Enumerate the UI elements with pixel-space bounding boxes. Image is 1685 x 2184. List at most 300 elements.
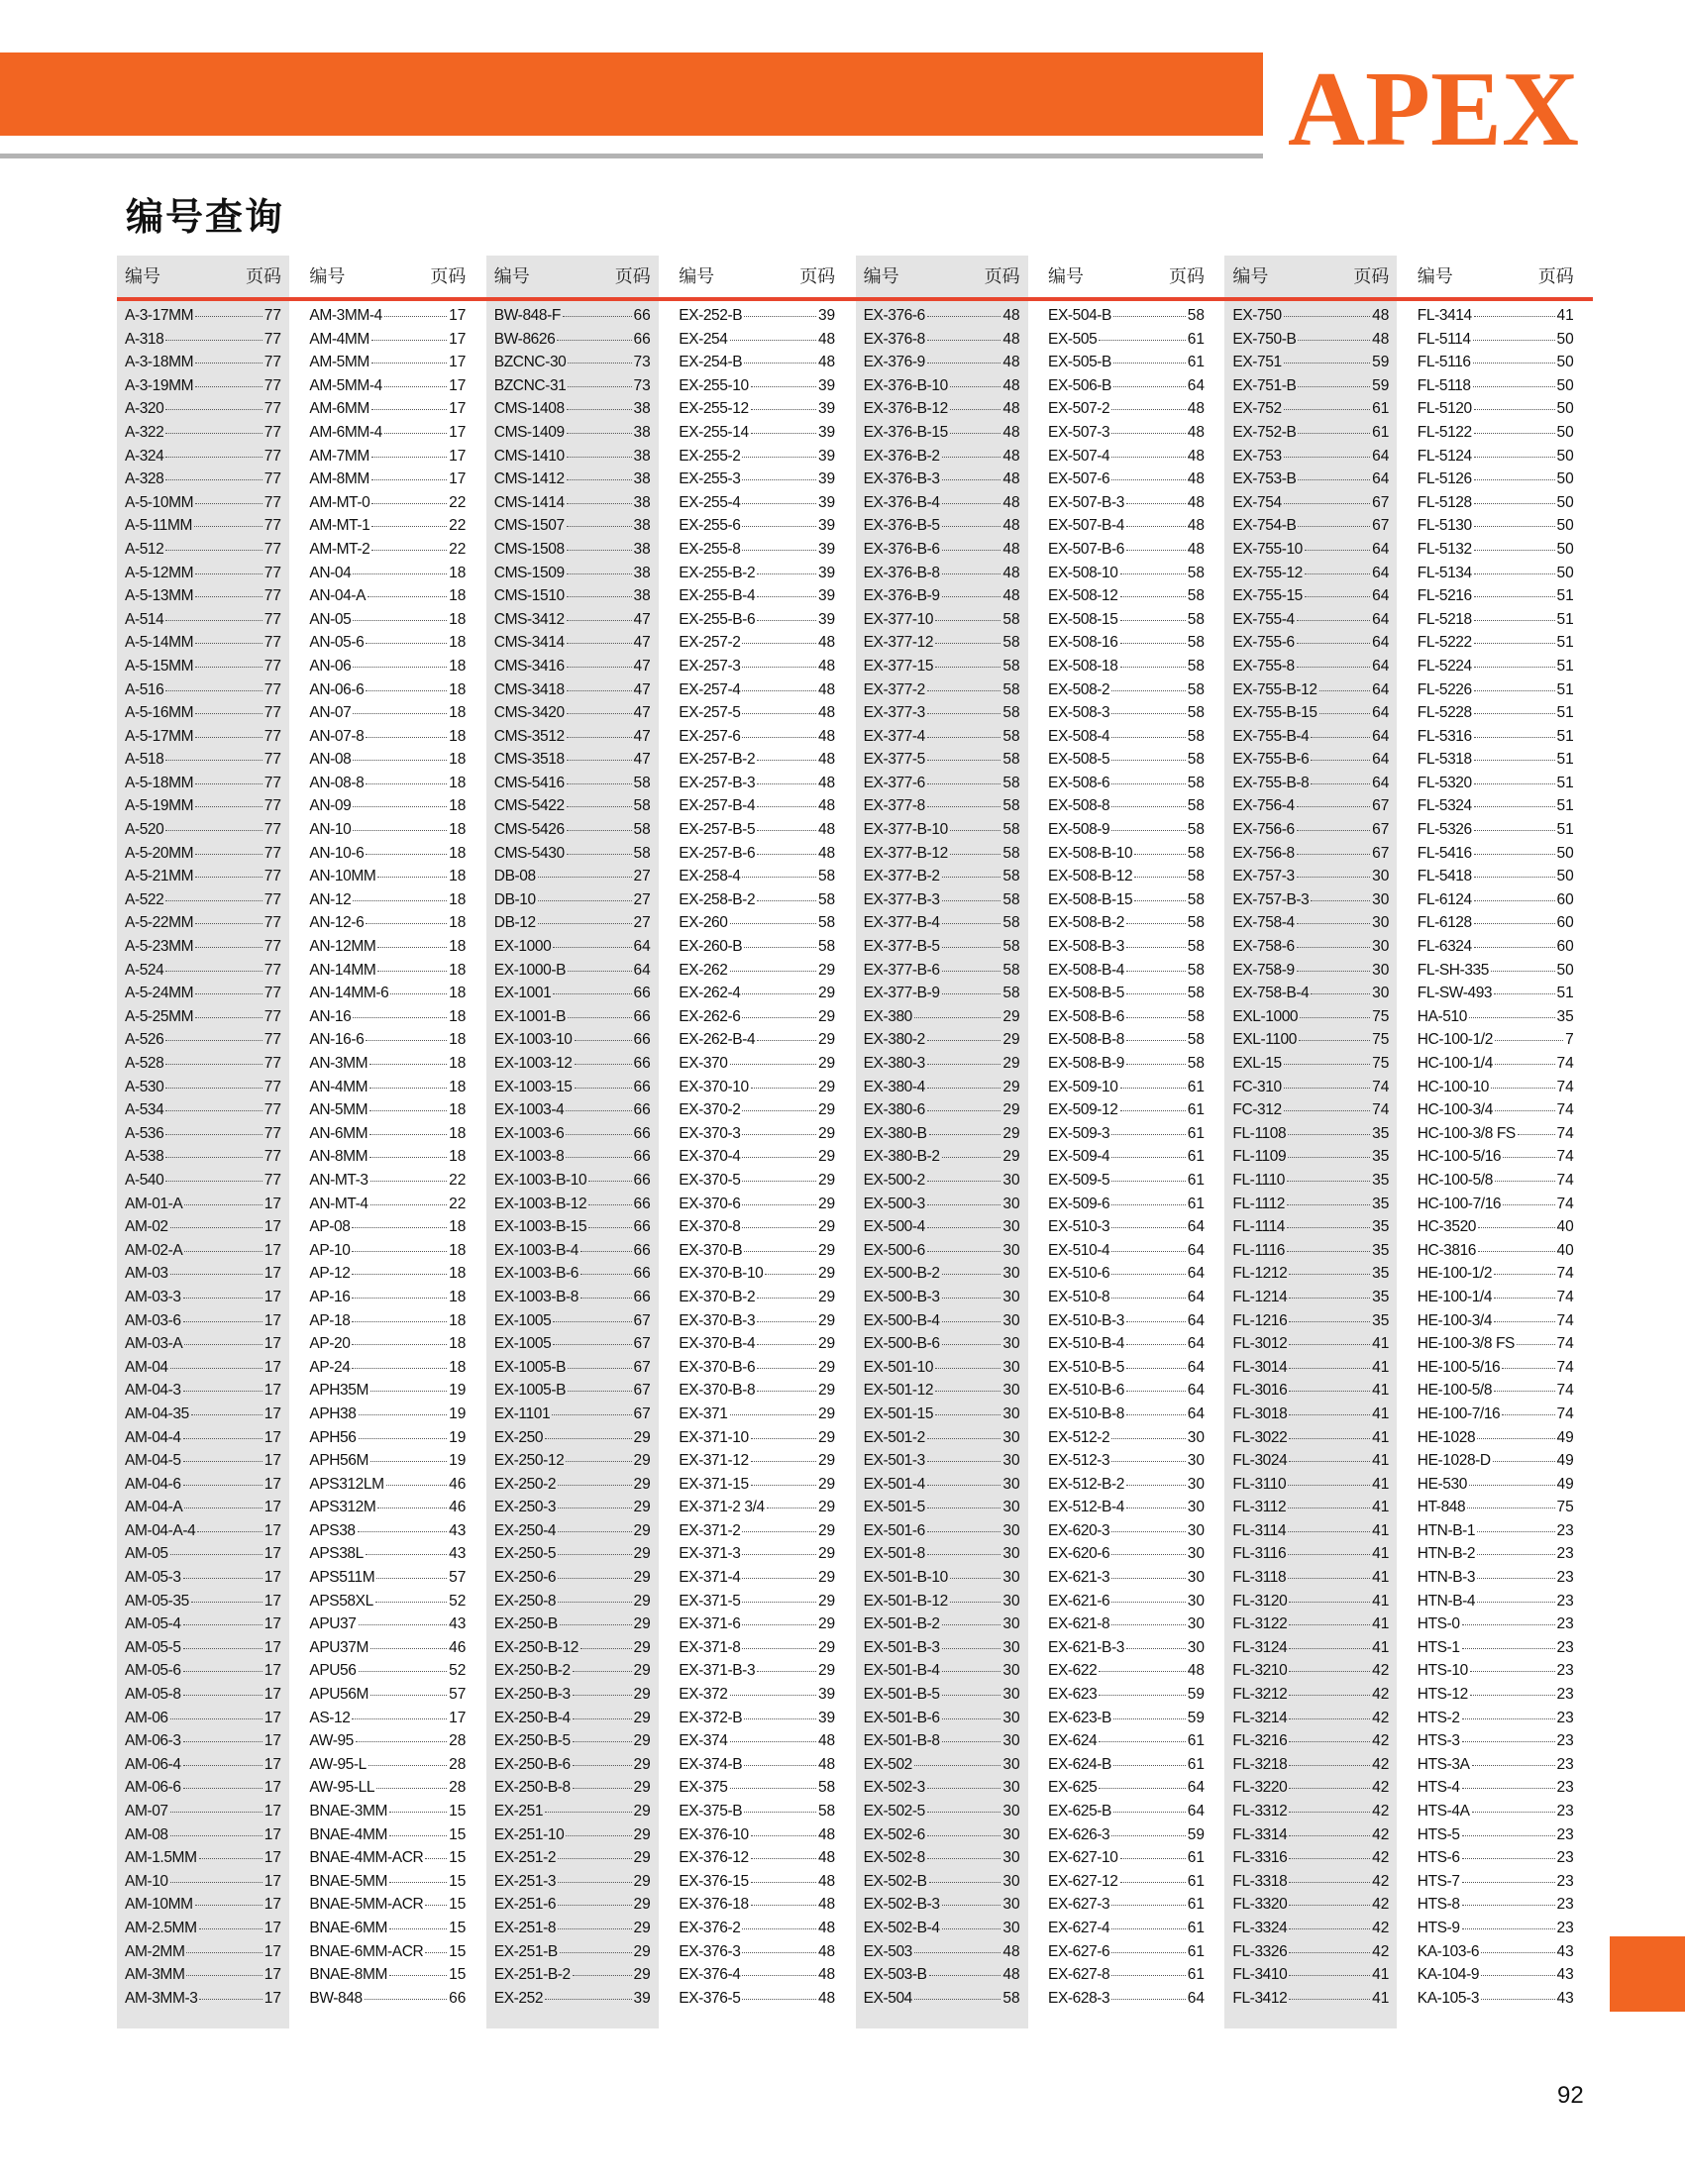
entry-page: 64 [1187,1358,1205,1376]
entry-code: EX-257-B-2 [679,751,756,769]
entry-code: AM-3MM [125,1966,185,1984]
index-entry [1040,611,1212,635]
entry-code: EX-501-5 [863,1499,925,1516]
index-entry [671,1079,843,1102]
index-entry [1040,1148,1212,1172]
entry-page: 58 [1002,704,1020,722]
entry-code: EX-250-B-2 [493,1662,571,1680]
index-entry [1040,1686,1212,1710]
dot-leader [353,573,447,574]
entry-code: EX-509-12 [1048,1101,1118,1119]
index-entry [1040,377,1212,401]
entry-code: EX-377-B-4 [863,914,940,932]
entry-code: EX-756-6 [1232,821,1295,839]
index-entry [117,611,289,635]
entry-page: 17 [263,1638,281,1656]
entry-code: EX-624 [1048,1732,1098,1750]
dot-leader [371,526,447,527]
index-entry [856,448,1028,471]
index-entry [856,1593,1028,1616]
index-entry [301,1732,474,1756]
index-entry [1224,1639,1397,1663]
column-header-code: 编号 [1048,266,1084,286]
index-entry [486,1849,659,1873]
dot-leader [1126,1648,1186,1649]
index-entry [671,331,843,355]
entry-page: 18 [449,634,467,652]
index-entry [301,1662,474,1686]
dot-leader [730,1695,816,1696]
index-entry [671,681,843,705]
entry-code: EX-501-B-3 [863,1638,940,1656]
index-entry [856,1101,1028,1125]
dot-leader [935,1391,1000,1392]
dot-leader [1473,340,1555,341]
dot-leader [942,1648,1001,1649]
index-entry [1224,821,1397,845]
dot-leader [1494,1321,1554,1322]
index-entry [1224,938,1397,962]
dot-leader [566,1110,631,1111]
dot-leader [573,1718,632,1719]
entry-code: EX-508-16 [1048,634,1118,652]
entry-page: 22 [449,1195,467,1212]
dot-leader [942,947,1001,948]
index-entry [1410,1125,1582,1149]
dot-leader [389,1975,447,1976]
index-entry [671,1826,843,1850]
index-entry [1040,821,1212,845]
entry-code: BNAE-8MM [309,1966,388,1984]
index-entry [301,658,474,681]
dot-leader [353,830,447,831]
dot-leader [1111,1274,1185,1275]
dot-leader [1126,1414,1186,1415]
index-entry [671,400,843,424]
entry-page: 58 [1187,844,1205,862]
index-entry [1224,845,1397,869]
dot-leader [742,713,815,714]
entry-page: 17 [449,423,467,441]
dot-leader [573,1695,632,1696]
dot-leader [942,1344,1001,1345]
entry-code: APU56M [309,1686,369,1704]
entry-code: AN-10MM [309,868,376,885]
entry-code: FL-3212 [1232,1686,1288,1704]
index-entry [671,797,843,821]
entry-page: 29 [817,1428,836,1446]
index-entry [486,1172,659,1196]
index-entry [1224,424,1397,448]
dot-leader [1462,1858,1555,1859]
entry-page: 48 [1187,540,1205,558]
entry-page: 59 [1187,1686,1205,1704]
entry-code: AM-04-A [125,1499,183,1516]
entry-page: 17 [263,1358,281,1376]
entry-code: EX-501-B-4 [863,1662,940,1680]
entry-code: FL-3414 [1417,307,1472,324]
index-entry [301,821,474,845]
index-entry [1410,1405,1582,1429]
entry-code: EX-508-B-3 [1048,938,1124,956]
dot-leader [1518,1134,1555,1135]
dot-leader [927,1251,1000,1252]
entry-code: AM-1.5MM [125,1849,197,1867]
entry-page: 23 [1556,1896,1574,1914]
dot-leader [942,573,1001,574]
entry-code: AP-12 [309,1265,351,1283]
entry-code: EX-512-B-4 [1048,1499,1124,1516]
entry-page: 42 [1372,1709,1390,1726]
dot-leader [1111,783,1185,784]
entry-code: AM-06 [125,1709,168,1726]
index-entry [1040,1499,1212,1522]
dot-leader [183,1298,263,1299]
dot-leader [742,550,815,551]
index-entry [1040,470,1212,494]
entry-code: EX-627-8 [1048,1966,1110,1984]
entry-page: 58 [1187,610,1205,628]
index-entry [486,821,659,845]
index-entry [301,1615,474,1639]
entry-page: 30 [1002,1872,1020,1890]
entry-code: A-5-11MM [125,517,192,535]
index-entry [301,611,474,635]
entry-code: EX-1005 [493,1335,552,1353]
index-entry [1040,517,1212,541]
dot-leader [751,433,816,434]
entry-code: A-3-17MM [125,307,194,324]
index-entry [1224,1615,1397,1639]
entry-code: EX-507-B-4 [1048,517,1124,535]
entry-code: EX-509-3 [1048,1124,1110,1142]
dot-leader [1289,1835,1370,1836]
entry-code: APS58XL [309,1592,373,1610]
index-entry [486,1732,659,1756]
entry-page: 60 [1556,890,1574,908]
dot-leader [927,1181,1000,1182]
dot-leader [1111,433,1185,434]
entry-page: 29 [817,1055,836,1072]
index-entry [856,704,1028,728]
entry-code: EX-623 [1048,1686,1098,1704]
entry-page: 30 [1002,1428,1020,1446]
dot-leader [1111,1438,1185,1439]
entry-code: EX-370-B-8 [679,1382,756,1400]
entry-code: A-5-17MM [125,727,194,745]
index-entry [486,845,659,869]
index-entry [1224,1849,1397,1873]
entry-code: HC-100-10 [1417,1078,1490,1095]
entry-code: EX-371-4 [679,1569,741,1587]
entry-code: EX-371-15 [679,1475,749,1493]
dot-leader [942,1624,1001,1625]
entry-code: EX-377-B-9 [863,985,940,1002]
entry-code: HTS-12 [1417,1686,1468,1704]
column-header-page: 页码 [1353,266,1390,286]
entry-page: 74 [1556,1358,1574,1376]
entry-page: 50 [1556,844,1574,862]
dot-leader [950,409,1001,410]
dot-leader [1474,806,1555,807]
index-entry [1040,400,1212,424]
dot-leader [757,900,816,901]
dot-leader [425,1905,447,1906]
dot-leader [165,409,262,410]
dot-leader [927,713,1000,714]
dot-leader [1126,1485,1186,1486]
index-entry [117,517,289,541]
dot-leader [353,713,447,714]
entry-code: AM-03-3 [125,1288,181,1305]
index-entry [856,1476,1028,1500]
entry-code: AN-05-6 [309,634,365,652]
index-entry [117,1803,289,1826]
entry-code: EX-376-6 [863,307,925,324]
entry-code: EX-755-6 [1232,634,1295,652]
entry-page: 77 [263,307,281,324]
entry-page: 29 [633,1919,651,1936]
dot-leader [757,573,816,574]
dot-leader [567,713,632,714]
dot-leader [1126,947,1186,948]
entry-code: EX-755-15 [1232,587,1303,605]
entry-page: 15 [449,1966,467,1984]
entry-code: EX-512-B-2 [1048,1475,1124,1493]
entry-page: 42 [1372,1919,1390,1936]
index-entry [671,891,843,915]
dot-leader [1120,620,1186,621]
entry-code: EX-509-10 [1048,1078,1118,1095]
index-entry [301,985,474,1008]
dot-leader [1284,363,1370,364]
entry-page: 47 [633,751,651,769]
index-entry [856,1452,1028,1476]
entry-code: AM-03-6 [125,1311,181,1329]
entry-page: 48 [1187,1662,1205,1680]
dot-leader [1111,1461,1185,1462]
entry-code: AP-24 [309,1358,351,1376]
dot-leader [377,877,447,878]
entry-page: 58 [1187,985,1205,1002]
dot-leader [1289,1274,1370,1275]
dot-leader [742,479,815,480]
entry-page: 47 [633,680,651,698]
dot-leader [165,1088,262,1089]
entry-page: 58 [1002,774,1020,791]
entry-page: 58 [1002,751,1020,769]
index-entry [1224,1382,1397,1405]
index-entry [486,1826,659,1850]
entry-page: 43 [1556,1942,1574,1960]
dot-leader [1126,923,1186,924]
dot-leader [929,1134,1001,1135]
index-entry [1410,1429,1582,1453]
index-entry [117,797,289,821]
entry-code: A-5-21MM [125,868,194,885]
dot-leader [199,1928,263,1929]
entry-page: 29 [1002,1101,1020,1119]
entry-page: 15 [449,1896,467,1914]
entry-code: FL-3314 [1232,1825,1288,1843]
index-entry [1224,611,1397,635]
index-entry [856,1429,1028,1453]
index-entry [856,1289,1028,1312]
entry-code: FL-3014 [1232,1358,1288,1376]
entry-page: 42 [1372,1686,1390,1704]
entry-page: 23 [1556,1569,1574,1587]
entry-page: 30 [1002,1755,1020,1773]
index-entry [486,1896,659,1920]
dot-leader [195,1017,263,1018]
column-header-page: 页码 [1537,266,1574,286]
dot-leader [183,1578,263,1579]
index-entry [1410,914,1582,938]
entry-page: 64 [1187,1779,1205,1797]
entry-code: EX-503-B [863,1966,927,1984]
entry-page: 38 [633,517,651,535]
entry-page: 30 [1002,1475,1020,1493]
entry-code: AM-04-A-4 [125,1521,196,1539]
dot-leader [370,1461,447,1462]
entry-code: EX-254 [679,330,728,348]
entry-code: EX-375 [679,1779,728,1797]
dot-leader [942,1695,1001,1696]
entry-code: EX-627-12 [1048,1872,1118,1890]
index-entry [1040,797,1212,821]
dot-leader [558,1928,631,1929]
dot-leader [1111,1181,1185,1182]
index-entry [1224,1148,1397,1172]
dot-leader [1289,1461,1370,1462]
index-entry [301,1172,474,1196]
entry-page: 42 [1372,1896,1390,1914]
dot-leader [568,386,631,387]
dot-leader [1474,433,1555,434]
dot-leader [927,1835,1000,1836]
dot-leader [371,550,447,551]
index-entry [486,1499,659,1522]
entry-page: 74 [1556,1265,1574,1283]
index-entry [117,1593,289,1616]
index-entry [671,1008,843,1032]
dot-leader [560,1624,632,1625]
dot-leader [370,1391,447,1392]
dot-leader [757,1391,816,1392]
index-entry [486,1031,659,1055]
dot-leader [568,1017,632,1018]
entry-page: 17 [263,1452,281,1470]
entry-page: 29 [817,1078,836,1095]
index-entry [1224,1522,1397,1546]
entry-code: AW-95-LL [309,1779,375,1797]
entry-page: 64 [1187,1803,1205,1820]
dot-leader [567,573,632,574]
dot-leader [195,573,263,574]
entry-page: 64 [1372,634,1390,652]
entry-page: 18 [449,914,467,932]
dot-leader [183,1695,263,1696]
dot-leader [359,1414,448,1415]
index-entry [856,728,1028,752]
entry-code: AN-10 [309,821,352,839]
dot-leader [1311,760,1370,761]
header-banner [0,52,1263,136]
index-entry [486,1710,659,1733]
entry-page: 74 [1556,1288,1574,1305]
entry-page: 52 [449,1662,467,1680]
dot-leader [1287,1181,1370,1182]
index-entry [856,1990,1028,2014]
index-entry [1224,1920,1397,1943]
entry-page: 61 [1187,1101,1205,1119]
index-entry [671,1990,843,2014]
entry-code: EX-501-8 [863,1545,925,1563]
entry-page: 17 [263,1241,281,1259]
index-entry [1224,331,1397,355]
entry-page: 42 [1372,1732,1390,1750]
dot-leader [352,1298,447,1299]
entry-code: AN-09 [309,797,352,815]
index-entry [1040,1920,1212,1943]
entry-page: 61 [1187,1919,1205,1936]
index-entry [1040,1662,1212,1686]
index-entry [671,517,843,541]
dot-leader [757,783,816,784]
index-entry [117,985,289,1008]
entry-code: EX-1001-B [493,1007,567,1025]
entry-code: BW-848-F [493,307,561,324]
entry-code: EX-508-B-6 [1048,1007,1124,1025]
dot-leader [929,1882,1001,1883]
entry-page: 58 [633,797,651,815]
dot-leader [751,1835,816,1836]
entry-page: 23 [1556,1521,1574,1539]
entry-code: EX-376-18 [679,1896,749,1914]
entry-code: HTS-8 [1417,1896,1460,1914]
entry-code: BW-848 [309,1989,363,2007]
entry-code: EX-250-B-5 [493,1732,571,1750]
index-entry [1410,821,1582,845]
index-entry [1040,1265,1212,1289]
entry-page: 77 [263,330,281,348]
index-entry [117,1990,289,2014]
entry-code: EX-751 [1232,354,1282,371]
entry-page: 30 [1002,1452,1020,1470]
entry-page: 58 [1002,844,1020,862]
entry-code: EX-376-10 [679,1825,749,1843]
dot-leader [376,1788,447,1789]
dot-leader [927,1064,1000,1065]
entry-code: EX-627-4 [1048,1919,1110,1936]
entry-page: 29 [817,1521,836,1539]
entry-page: 64 [1372,587,1390,605]
dot-leader [366,737,447,738]
entry-page: 41 [1372,1475,1390,1493]
index-entry [671,1476,843,1500]
entry-page: 66 [633,330,651,348]
dot-leader [1474,760,1555,761]
entry-page: 61 [1187,1896,1205,1914]
dot-leader [935,620,1000,621]
entry-code: EX-370-8 [679,1218,741,1236]
entry-page: 64 [1372,610,1390,628]
entry-code: EX-370-B [679,1241,743,1259]
index-entry [486,1990,659,2014]
index-entry [301,1055,474,1079]
index-column-6 [1040,256,1212,2028]
index-entry [486,1593,659,1616]
